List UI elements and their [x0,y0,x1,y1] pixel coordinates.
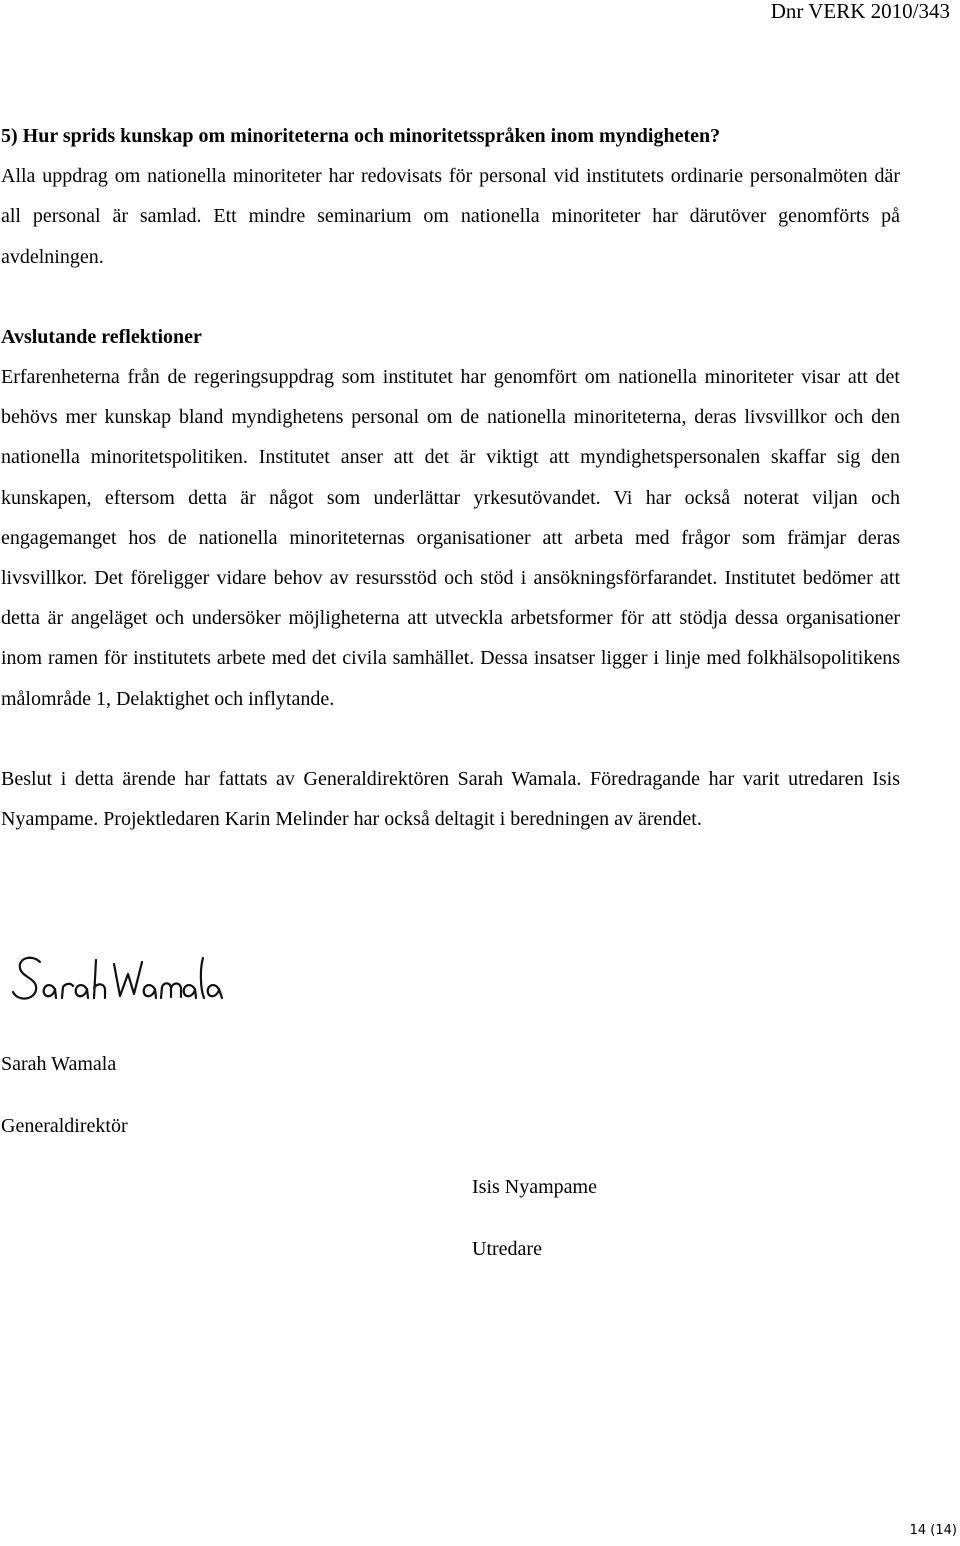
reflections-paragraph: Erfarenheterna från de regeringsuppdrag som institutet har genomfört om nationella minoriteter visar att det behövs mer kunskap bland myndighetens personal om de nationella minoriteterna, deras livsvillkor och den nationella minoritetspolitiken. Institutet anser att det är viktigt att myndighetspersonalen skaffar sig den kunskapen, eftersom detta är något som underlättar yrkesutövandet. Vi har också noterat viljan och engagemanget hos de nationella minoriteternas organisationer att arbeta med frågor som främjar deras livsvillkor. Det föreligger vidare behov av resursstöd och stöd i ansökningsförfarandet. Institutet bedömer att detta är angeläget och undersöker möjligheterna att utveckla arbetsformer för att stödja dessa organisationer inom ramen för institutets arbete med det civila samhället. Dessa insatser ligger i linje med folkhälsopolitikens målområde 1, Delaktighet och inflytande. [1,366,900,710]
reflections-heading: Avslutande reflektioner [1,325,202,348]
signer-title: Generaldirektör [1,1115,128,1137]
handwritten-signature [10,950,230,1010]
signer-name: Sarah Wamala [1,1053,117,1075]
decision-paragraph: Beslut i detta ärende har fattats av Generaldirektören Sarah Wamala. Föredragande har varit utredaren Isis Nyampame. Projektledaren Karin Melinder har också deltagit i beredningen av ärendet. [1,767,900,831]
presenter-name: Isis Nyampame [472,1176,597,1198]
spacer [1,719,900,759]
presenter-title: Utredare [472,1238,542,1260]
document-number: Dnr VERK 2010/343 [770,0,950,23]
section-5-heading: 5) Hur sprids kunskap om minoriteterna och minoritetsspråken inom myndigheten? [1,125,721,147]
spacer [1,277,900,317]
section-5-paragraph: Alla uppdrag om nationella minoriteter har redovisats för personal vid institutets ordinarie personalmöten där all personal är samlad. Ett mindre seminarium om nationella minoriteter har därutöver genomförts på avdelningen. [1,165,900,268]
document-body [1,116,900,839]
page-number: 14 (14) [909,1523,957,1538]
